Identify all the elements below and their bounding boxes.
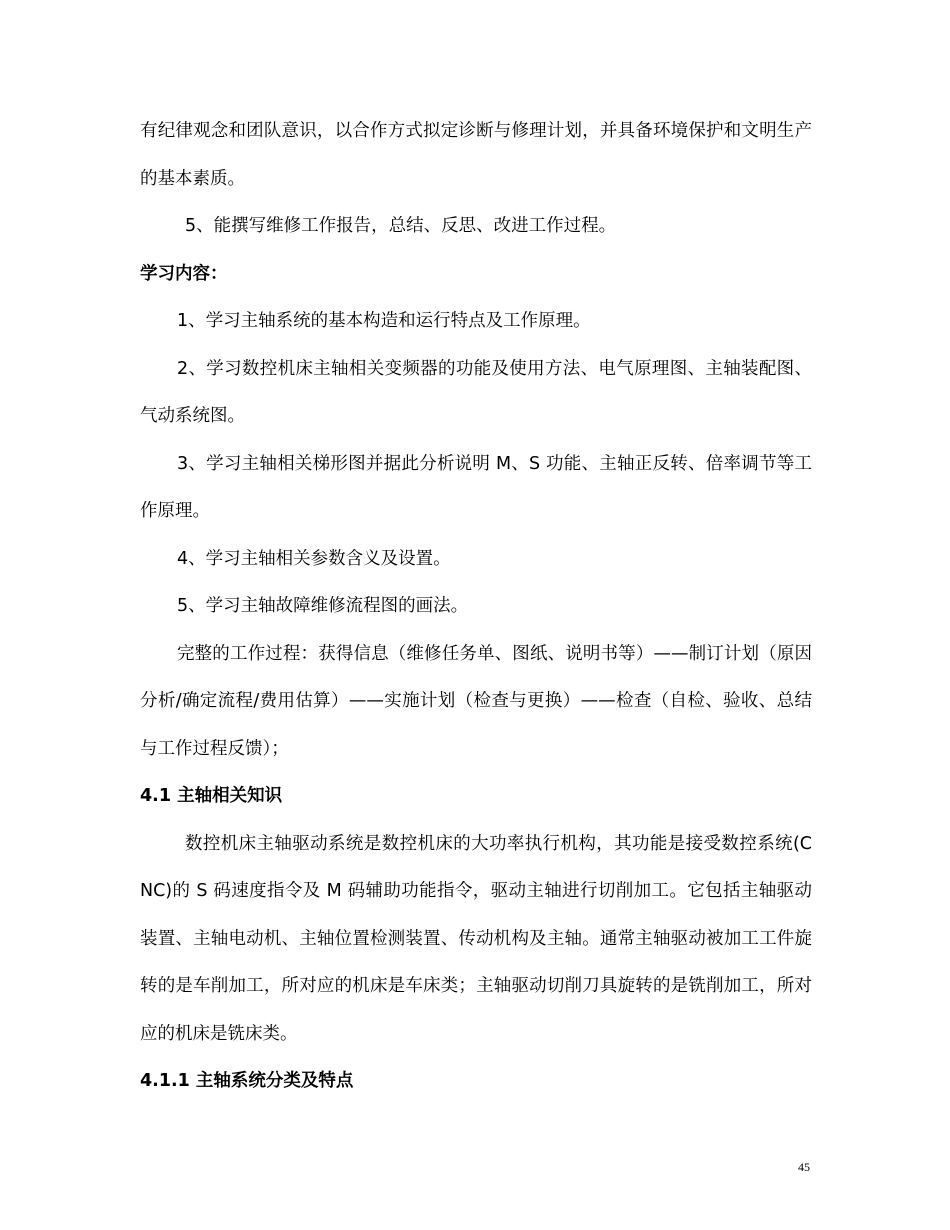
learning-item-5: 5、学习主轴故障维修流程图的画法。 [177, 596, 469, 616]
learning-item-3: 3、学习主轴相关梯形图并据此分析说明 M、S 功能、主轴正反转、倍率调节等工作原理。 [140, 453, 812, 521]
page-content [140, 108, 812, 1106]
page-number: 45 [798, 1160, 810, 1174]
paragraph-spindle-drive-system: 数控机床主轴驱动系统是数控机床的大功率执行机构，其功能是接受数控系统(CNC)的 S 码速度指令及 M 码辅助功能指令，驱动主轴进行切削加工。它包括主轴驱动装置、主轴电动机、主轴位置检测装置、传动机构及主轴。通常主轴驱动被加工工件旋转的是车削加工，所对应的机床是车床类；主轴驱动切削刀具旋转的是铣削加工，所对应的机床是铣床类。 [140, 833, 812, 1044]
heading-learning-content: 学习内容： [140, 263, 228, 284]
heading-section-4-1-1: 4.1.1 主轴系统分类及特点 [140, 1071, 354, 1091]
learning-item-2: 2、学习数控机床主轴相关变频器的功能及使用方法、电气原理图、主轴装配图、气动系统图。 [140, 358, 812, 426]
learning-item-1: 1、学习主轴系统的基本构造和运行特点及工作原理。 [177, 311, 591, 331]
paragraph-continuation: 有纪律观念和团队意识，以合作方式拟定诊断与修理计划，并具备环境保护和文明生产的基本素质。 [140, 121, 812, 189]
paragraph-work-process: 完整的工作过程：获得信息（维修任务单、图纸、说明书等）——制订计划（原因分析/确定流程/费用估算）——实施计划（检查与更换）——检查（自检、验收、总结与工作过程反馈）； [140, 643, 812, 759]
paragraph-item-5-report: 5、能撰写维修工作报告，总结、反思、改进工作过程。 [185, 216, 617, 236]
heading-section-4-1: 4.1 主轴相关知识 [140, 786, 283, 806]
learning-item-4: 4、学习主轴相关参数含义及设置。 [177, 548, 451, 569]
